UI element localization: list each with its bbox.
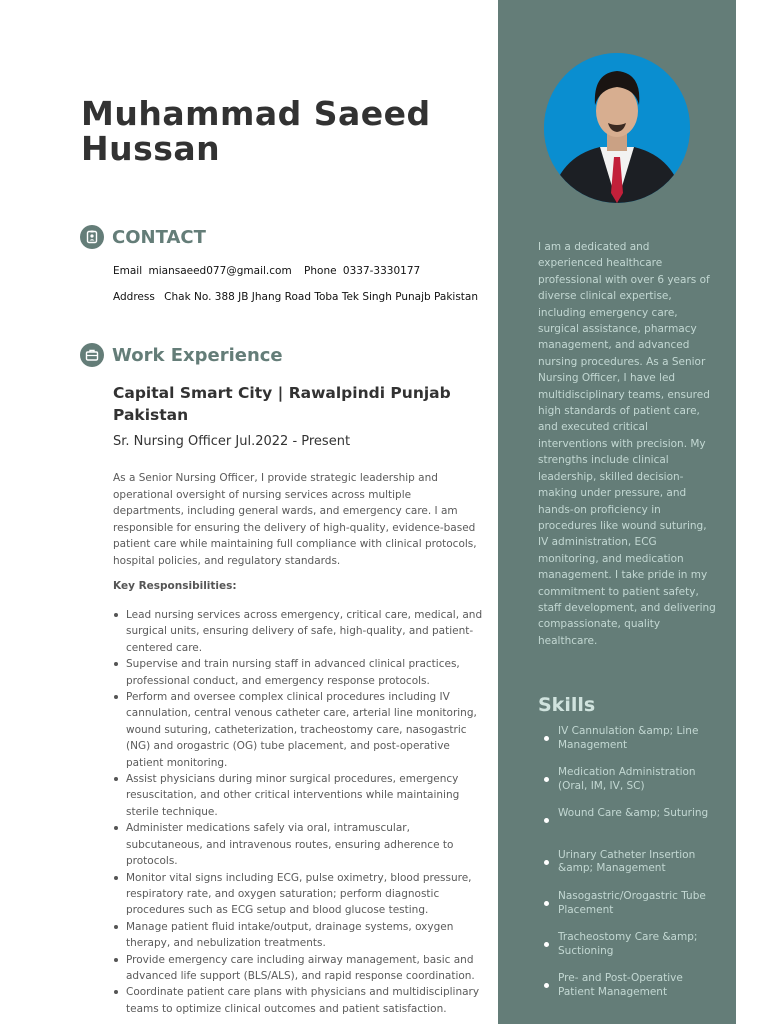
contact-section-header (80, 225, 206, 249)
list-item: Administer medications safely via oral, intramuscular, subcutaneous, and intravenous routes, ensuring adherence to protocols. (113, 820, 485, 869)
list-item: Assist physicians during minor surgical procedures, emergency resuscitation, and other critical interventions while maintaining sterile technique. (113, 771, 485, 820)
experience-title: Work Experience (112, 344, 283, 366)
list-item: Lead nursing services across emergency, critical care, medical, and surgical units, ensuring delivery of safe, high-quality, and patient-centered care. (113, 607, 485, 656)
responsibilities-title: Key Responsibilities: (113, 580, 237, 592)
list-item: Manage patient fluid intake/output, drainage systems, oxygen therapy, and nebulization treatments. (113, 919, 485, 952)
contact-address (113, 291, 478, 303)
address-label: Address (113, 291, 155, 303)
list-item: Monitor vital signs including ECG, pulse oximetry, blood pressure, respiratory rate, and oxygen saturation; perform diagnostic procedures such as ECG setup and blood glucose testing. (113, 870, 485, 919)
skill-item: Tracheostomy Care &amp; Suctioning (538, 931, 718, 972)
company-title: Capital Smart City | Rawalpindi Punjab Pakistan (113, 384, 451, 424)
profile-summary: I am a dedicated and experienced healthcare professional with over 6 years of diverse clinical expertise, including emergency care, surgical assistance, pharmacy management, and advanced nursing procedures. As a Senior Nursing Officer, I have led multidisciplinary teams, ensured high standards of patient care, and executed critical interventions with precision. My strengths include clinical leadership, skilled decision-making under pressure, and hands-on proficiency in procedures like wound suturing, IV administration, ECG monitoring, and medication management. I take pride in my commitment to patient safety, staff development, and delivering compassionate, quality healthcare. (538, 241, 716, 647)
contact-title: CONTACT (112, 226, 206, 248)
skill-item: Pre- and Post-Operative Patient Management (538, 972, 718, 1013)
briefcase-icon (80, 343, 104, 367)
candidate-name: Muhammad Saeed Hussan (81, 94, 431, 168)
skill-item: Medication Administration (Oral, IM, IV, SC) (538, 766, 718, 807)
list-item: Supervise and train nursing staff in advanced clinical practices, professional conduct, and emergency response protocols. (113, 656, 485, 689)
skill-item: IV Cannulation &amp; Line Management (538, 725, 718, 766)
responsibilities-list (113, 607, 485, 1017)
list-item: Perform and oversee complex clinical procedures including IV cannulation, central venous catheter care, arterial line monitoring, wound suturing, catheterization, tracheostomy care, nasogastric (NG) and orogastric (OG) tube placement, and post-operative patient monitoring. (113, 689, 485, 771)
job-summary: As a Senior Nursing Officer, I provide strategic leadership and operational oversight of nursing services across multiple departments, including general wards, and emergency care. I am responsible for ensuring the delivery of high-quality, evidence-based patient care while maintaining full compliance with clinical protocols, hospital policies, and regulatory standards. (113, 472, 477, 567)
job-role: Sr. Nursing Officer Jul.2022 - Present (113, 434, 351, 449)
phone-label: Phone (304, 265, 337, 277)
skill-item: Wound Care &amp; Suturing (538, 807, 718, 848)
skill-item: Nasogastric/Orogastric Tube Placement (538, 890, 718, 931)
contact-email-phone (113, 265, 420, 277)
email-label: Email (113, 265, 143, 277)
skill-item: Urinary Catheter Insertion &amp; Management (538, 849, 718, 890)
list-item: Coordinate patient care plans with physicians and multidisciplinary teams to optimize clinical outcomes and patient satisfaction. (113, 984, 485, 1017)
profile-photo (544, 53, 690, 203)
contact-card-icon (80, 225, 104, 249)
address-value: Chak No. 388 JB Jhang Road Toba Tek Singh Punajb Pakistan (164, 291, 478, 303)
experience-section-header (80, 343, 283, 367)
phone-value[interactable]: 0337-3330177 (342, 265, 421, 277)
email-value[interactable]: miansaeed077@gmail.com (148, 265, 292, 277)
skills-title: Skills (538, 694, 596, 716)
list-item: Provide emergency care including airway management, basic and advanced life support (BLS/ALS), and rapid response coordination. (113, 952, 485, 985)
skills-list (538, 725, 718, 1013)
